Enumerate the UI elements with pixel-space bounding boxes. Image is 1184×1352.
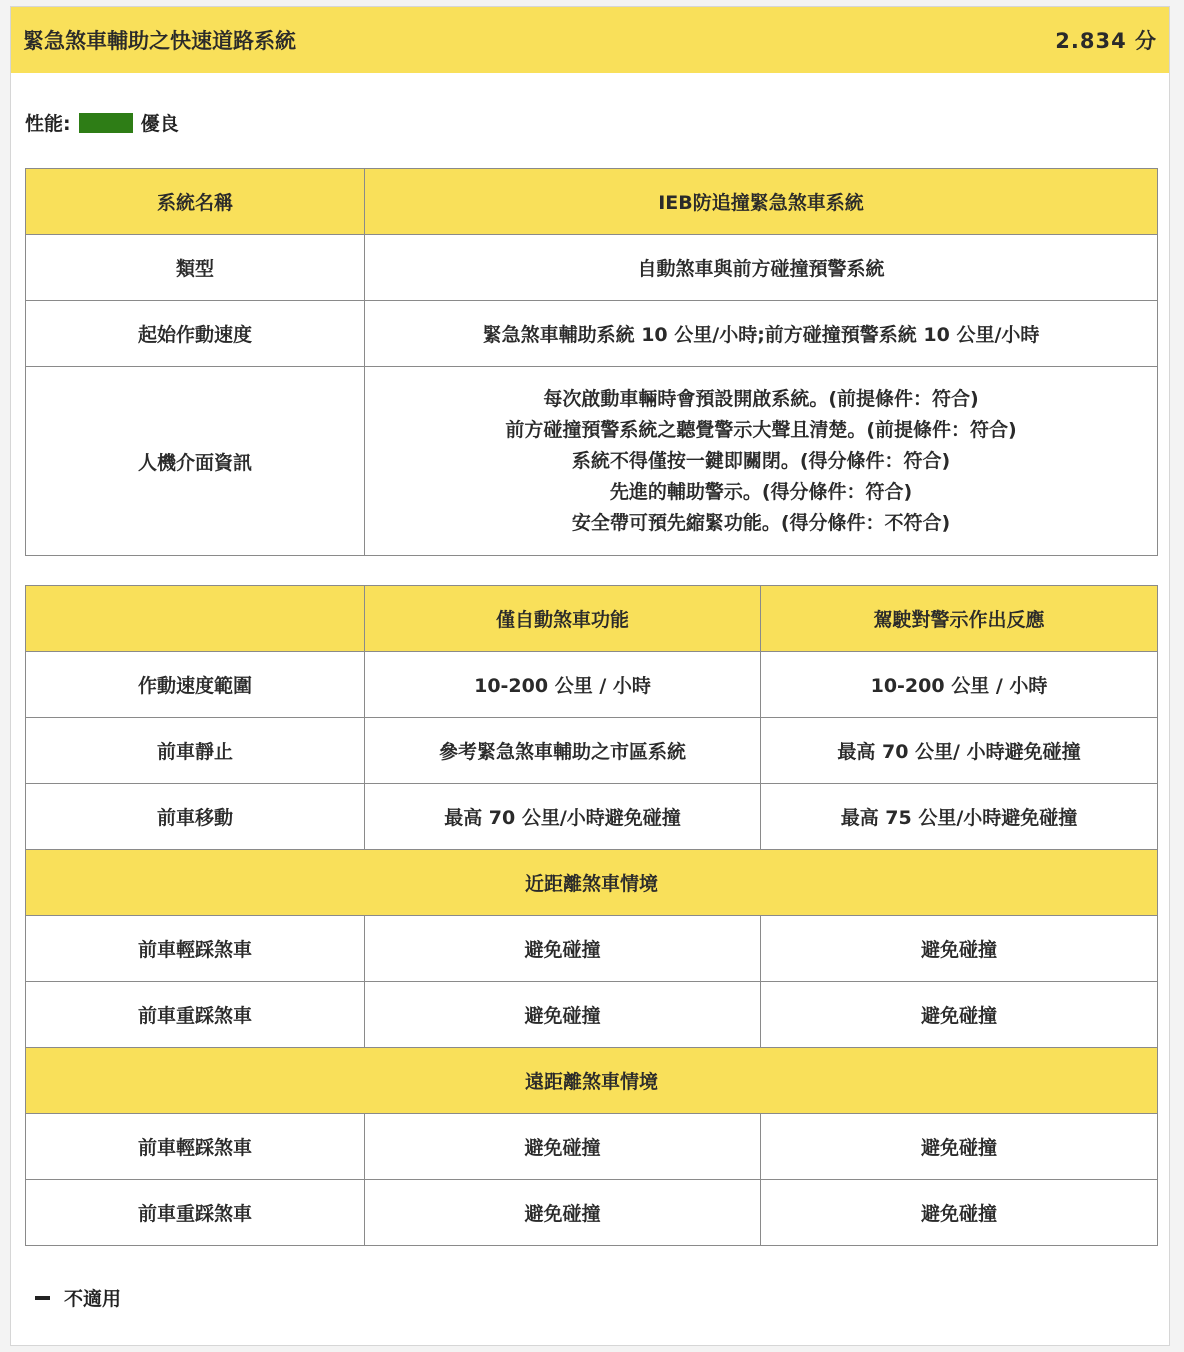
hmi-line: 安全帶可預先縮緊功能。(得分條件：不符合) [571, 511, 951, 534]
near-section-title: 近距離煞車情境 [26, 850, 1158, 916]
auto-brake-cell: 參考緊急煞車輔助之市區系統 [365, 718, 761, 784]
far-section-title: 遠距離煞車情境 [26, 1048, 1158, 1114]
auto-brake-cell: 避免碰撞 [365, 916, 761, 982]
panel-title: 緊急煞車輔助之快速道路系統 [23, 29, 296, 53]
hmi-line: 系統不得僅按一鍵即關閉。(得分條件：符合) [571, 449, 951, 472]
driver-reaction-cell: 最高 75 公里/小時避免碰撞 [761, 784, 1158, 850]
system-name-value: IEB防追撞緊急煞車系統 [365, 169, 1158, 235]
start-speed-label: 起始作動速度 [26, 301, 365, 367]
auto-brake-cell: 避免碰撞 [365, 982, 761, 1048]
table-row [26, 784, 1158, 850]
start-speed-value: 緊急煞車輔助系統 10 公里/小時;前方碰撞預警系統 10 公里/小時 [365, 301, 1158, 367]
table-row [26, 916, 1158, 982]
row-label: 前車輕踩煞車 [26, 916, 365, 982]
panel-header [11, 7, 1169, 73]
table-header-row [26, 586, 1158, 652]
hmi-line: 每次啟動車輛時會預設開啟系統。(前提條件：符合) [543, 387, 979, 410]
table-row [26, 982, 1158, 1048]
not-applicable-legend [35, 1284, 121, 1311]
type-value: 自動煞車與前方碰撞預警系統 [365, 235, 1158, 301]
performance-rating-text: 優良 [140, 113, 179, 135]
auto-brake-cell: 避免碰撞 [365, 1114, 761, 1180]
results-table [25, 585, 1158, 1246]
section-header-row [26, 1048, 1158, 1114]
table-row [26, 367, 1158, 556]
system-name-label: 系統名稱 [26, 169, 365, 235]
rating-panel [10, 6, 1170, 1346]
auto-brake-cell: 最高 70 公里/小時避免碰撞 [365, 784, 761, 850]
table-row [26, 1114, 1158, 1180]
rating-color-swatch [79, 113, 133, 133]
hmi-line: 前方碰撞預警系統之聽覺警示大聲且清楚。(前提條件：符合) [505, 418, 1017, 441]
hmi-line: 先進的輔助警示。(得分條件：符合) [609, 480, 913, 503]
row-label: 前車靜止 [26, 718, 365, 784]
performance-rating [25, 109, 179, 136]
driver-reaction-cell: 避免碰撞 [761, 1114, 1158, 1180]
driver-reaction-cell: 最高 70 公里/ 小時避免碰撞 [761, 718, 1158, 784]
table-row [26, 169, 1158, 235]
hmi-label: 人機介面資訊 [26, 367, 365, 556]
hmi-value [365, 367, 1158, 556]
type-label: 類型 [26, 235, 365, 301]
performance-label: 性能: [25, 113, 71, 135]
driver-reaction-cell: 避免碰撞 [761, 1180, 1158, 1246]
score-value: 2.834 分 [1055, 29, 1157, 53]
table-row [26, 1180, 1158, 1246]
column-header [26, 586, 365, 652]
not-applicable-label: 不適用 [64, 1288, 122, 1310]
table-row [26, 301, 1158, 367]
driver-reaction-cell: 避免碰撞 [761, 982, 1158, 1048]
auto-brake-cell: 10-200 公里 / 小時 [365, 652, 761, 718]
row-label: 前車輕踩煞車 [26, 1114, 365, 1180]
row-label: 前車重踩煞車 [26, 1180, 365, 1246]
driver-reaction-cell: 10-200 公里 / 小時 [761, 652, 1158, 718]
row-label: 前車移動 [26, 784, 365, 850]
column-header: 僅自動煞車功能 [365, 586, 761, 652]
column-header: 駕駛對警示作出反應 [761, 586, 1158, 652]
section-header-row [26, 850, 1158, 916]
table-row [26, 235, 1158, 301]
row-label: 前車重踩煞車 [26, 982, 365, 1048]
row-label: 作動速度範圍 [26, 652, 365, 718]
driver-reaction-cell: 避免碰撞 [761, 916, 1158, 982]
system-info-table [25, 168, 1158, 556]
table-row [26, 652, 1158, 718]
dash-icon [35, 1296, 50, 1300]
table-row [26, 718, 1158, 784]
auto-brake-cell: 避免碰撞 [365, 1180, 761, 1246]
